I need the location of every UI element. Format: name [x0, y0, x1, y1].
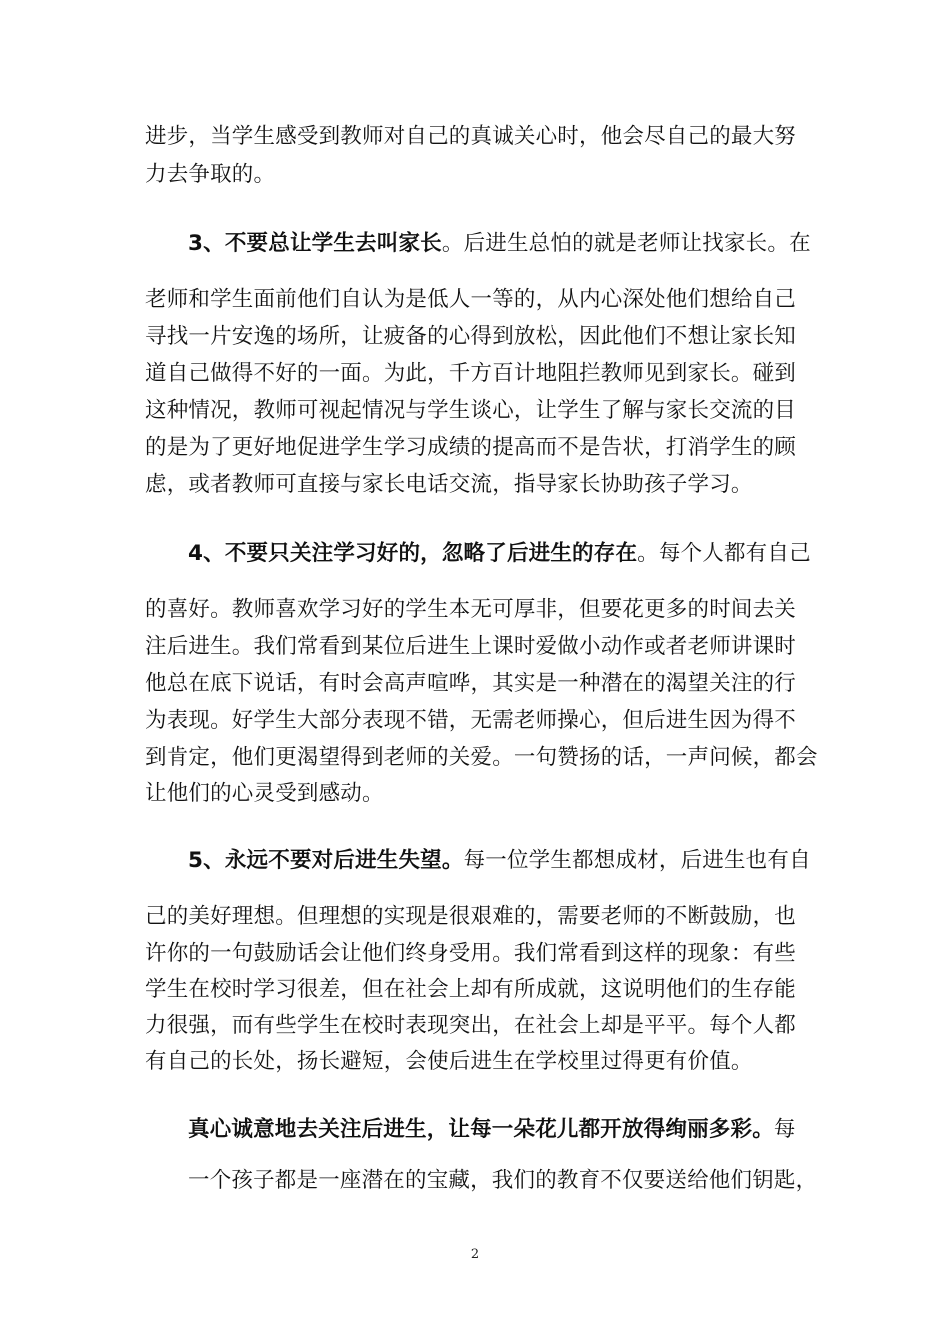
- section-5-heading: 5、永远不要对后进生失望。: [188, 848, 464, 873]
- paragraph-line: 力很强，而有些学生在校时表现突出，在社会上却是平平。每个人都: [145, 1013, 797, 1038]
- paragraph-line: 的是为了更好地促进学生学习成绩的提高而不是告状，打消学生的顾: [145, 435, 797, 460]
- paragraph-line: 老师和学生面前他们自认为是低人一等的，从内心深处他们想给自己: [145, 287, 797, 312]
- section-5-first-line: [188, 846, 815, 876]
- paragraph-line: 让他们的心灵受到感动。: [145, 781, 384, 806]
- paragraph-line: 有自己的长处，扬长避短，会使后进生在学校里过得更有价值。: [145, 1049, 753, 1074]
- paragraph-line: 这种情况，教师可视起情况与学生谈心，让学生了解与家长交流的目: [145, 398, 797, 423]
- paragraph-line: 进步，当学生感受到教师对自己的真诚关心时，他会尽自己的最大努: [145, 124, 797, 149]
- paragraph-line: 许你的一句鼓励话会让他们终身受用。我们常看到这样的现象：有些: [145, 941, 797, 966]
- paragraph-line: 学生在校时学习很差，但在社会上却有所成就，这说明他们的生存能: [145, 977, 797, 1002]
- paragraph-line: 道自己做得不好的一面。为此，千方百计地阻拦教师见到家长。碰到: [145, 361, 797, 386]
- paragraph-line: 一个孩子都是一座潜在的宝藏，我们的教育不仅要送给他们钥匙，: [188, 1168, 818, 1193]
- paragraph-line: 寻找一片安逸的场所，让疲备的心得到放松，因此他们不想让家长知: [145, 324, 797, 349]
- section-3-first-line: [188, 229, 815, 259]
- paragraph-line: 到肯定，他们更渴望得到老师的关爱。一句赞扬的话，一声问候，都会: [145, 745, 818, 770]
- section-3-first-text: 。后进生总怕的就是老师让找家长。在: [441, 231, 811, 256]
- section-4-heading: 4、不要只关注学习好的，忽略了后进生的存在: [188, 541, 638, 566]
- paragraph-line: 为表现。好学生大部分表现不错，无需老师操心，但后进生因为得不: [145, 708, 797, 733]
- section-4-first-text: 。每个人都有自己: [637, 541, 811, 566]
- closing-first-line: [188, 1115, 815, 1145]
- paragraph-line: 他总在底下说话，有时会高声喧哗，其实是一种潜在的渴望关注的行: [145, 671, 797, 696]
- paragraph-line: 注后进生。我们常看到某位后进生上课时爱做小动作或者老师讲课时: [145, 634, 797, 659]
- closing-heading: 真心诚意地去关注后进生，让每一朵花儿都开放得绚丽多彩。: [188, 1117, 774, 1142]
- paragraph-line: 己的美好理想。但理想的实现是很艰难的，需要老师的不断鼓励，也: [145, 904, 797, 929]
- closing-first-text: 每: [773, 1117, 796, 1142]
- section-4-first-line: [188, 539, 815, 569]
- paragraph-line: 力去争取的。: [145, 162, 276, 187]
- paragraph-line: 的喜好。教师喜欢学习好的学生本无可厚非，但要花更多的时间去关: [145, 597, 797, 622]
- section-5-first-text: 每一位学生都想成材，后进生也有自: [463, 848, 811, 873]
- section-3-heading: 3、不要总让学生去叫家长: [188, 231, 442, 256]
- page-number: 2: [470, 1247, 480, 1262]
- paragraph-line: 虑，或者教师可直接与家长电话交流，指导家长协助孩子学习。: [145, 472, 753, 497]
